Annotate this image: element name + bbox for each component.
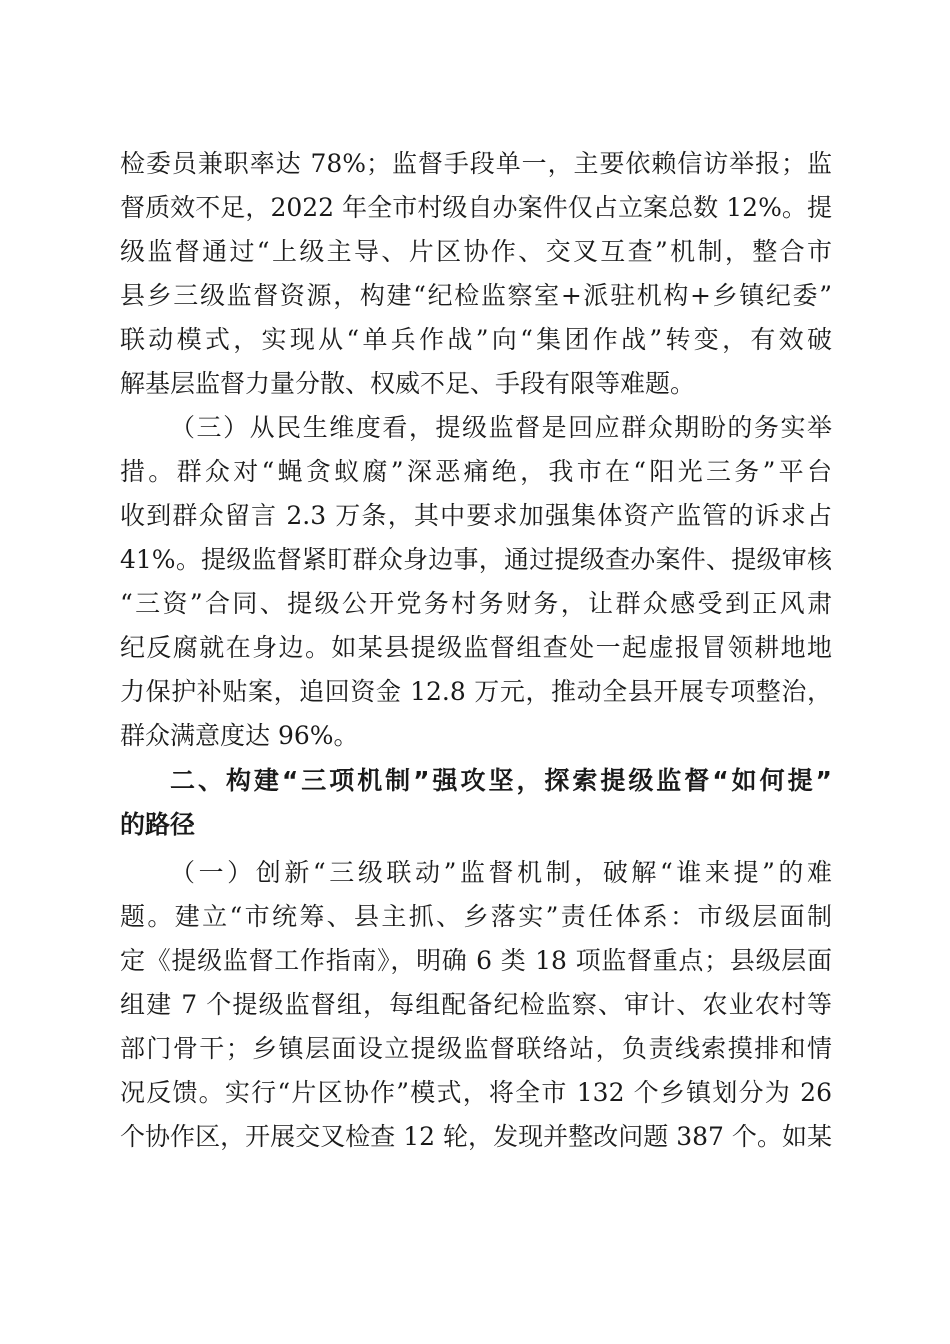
paragraph-lead-line: （一）创新“三级联动”监督机制，破解“谁来提”的难 (170, 858, 832, 887)
body-text-line: 41%。提级监督紧盯群众身边事，通过提级查办案件、提级审核 (120, 545, 832, 574)
body-text-line: 题。建立“市统筹、县主抓、乡落实”责任体系：市级层面制 (120, 902, 832, 931)
body-text-line: 群众满意度达 96%。 (120, 721, 359, 750)
section-heading: 二、构建“三项机制”强攻坚，探索提级监督“如何提” (170, 766, 832, 795)
body-text-line: 级监督通过“上级主导、片区协作、交叉互查”机制，整合市 (120, 237, 832, 266)
body-text-line: 收到群众留言 2.3 万条，其中要求加强集体资产监管的诉求占 (120, 501, 832, 530)
body-text-line: 组建 7 个提级监督组，每组配备纪检监察、审计、农业农村等 (120, 990, 832, 1019)
paragraph-lead-line: （三）从民生维度看，提级监督是回应群众期盼的务实举 (170, 413, 832, 442)
body-text-line: 措。群众对“蝇贪蚁腐”深恶痛绝，我市在“阳光三务”平台 (120, 457, 832, 486)
body-text-line: 解基层监督力量分散、权威不足、手段有限等难题。 (120, 369, 696, 398)
body-text-line: 检委员兼职率达 78%；监督手段单一，主要依赖信访举报；监 (120, 149, 832, 178)
body-text-line: 力保护补贴案，追回资金 12.8 万元，推动全县开展专项整治， (120, 677, 832, 706)
body-text-line: 况反馈。实行“片区协作”模式，将全市 132 个乡镇划分为 26 (120, 1078, 832, 1107)
body-text-line: 个协作区，开展交叉检查 12 轮，发现并整改问题 387 个。如某 (120, 1122, 832, 1151)
body-text-line: 督质效不足，2022 年全市村级自办案件仅占立案总数 12%。提 (120, 193, 832, 222)
body-text-line: 县乡三级监督资源，构建“纪检监察室+派驻机构+乡镇纪委” (120, 281, 832, 310)
body-text-line: 纪反腐就在身边。如某县提级监督组查处一起虚报冒领耕地地 (120, 633, 832, 662)
body-text-line: 定《提级监督工作指南》，明确 6 类 18 项监督重点；县级层面 (120, 946, 832, 975)
body-text-line: 联动模式，实现从“单兵作战”向“集团作战”转变，有效破 (120, 325, 832, 354)
body-text-line: 部门骨干；乡镇层面设立提级监督联络站，负责线索摸排和情 (120, 1034, 832, 1063)
section-heading-continuation: 的路径 (120, 810, 196, 839)
body-text-line: “三资”合同、提级公开党务村务财务，让群众感受到正风肃 (120, 589, 832, 618)
